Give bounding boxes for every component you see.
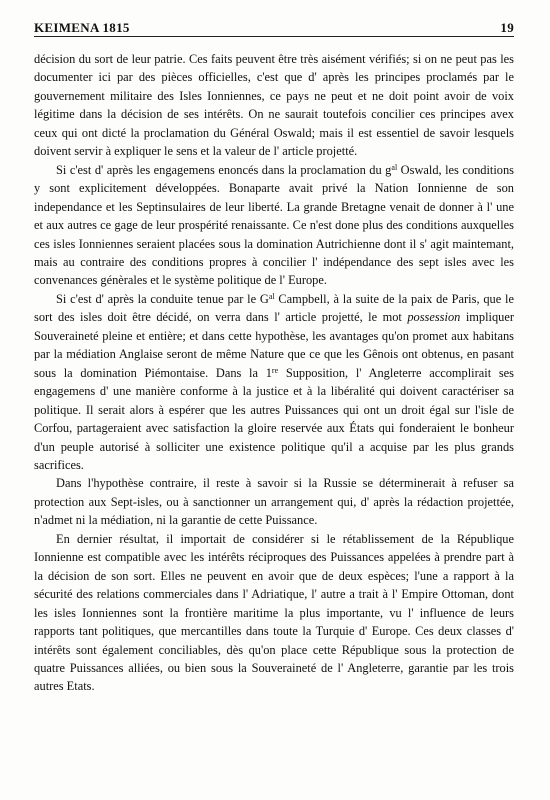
paragraph-1: décision du sort de leur patrie. Ces faits peuvent être très aisément vérifiés; si on ne peut pas les documenter ici par des pièces officielles, c'est que d' après les principes proclamés par le gouvernement militaire des Isles Ionniennes, ce pays ne peut et ne doit point avoir de voix légitime dans la décision de ses intérêts. On ne saurait toutefois concilier ces principes avex ceux qui ont dicté la proclamation du Général Oswald; mais il est essentiel de savoir lesquels doivent servir à expliquer le sens et la valeur de l' article projetté.	[34, 52, 514, 159]
paragraph-3: Si c'est d' après la conduite tenue par le $G^{al}$ Campbell, à la suite de la paix de Paris, que le sort des isles doit être décidé, on verra dans l' article projetté, le mot possession impliquer Souveraineté pleine et entière; et dans cette hypothèse, les avantages qu'on promet aux habitans par la médiation Anglaise seront de même Nature que ce que les Gênois ont obtenus, en pasant sous la domination Piémontaise. Dans la 1re Supposition, l' Angleterre accomplirait ses engagemens d' une manière conforme à la justice et à la libéralité qui doivent caractériser sa politique. Il serait alors à espérer que les autres Puissances qui ont un droit égal sur l'isle de Corfou, partageraient avec satisfaction la gloire reservée aux États qui fonderaient le bonheur d'un peuple autorisé à solliciter une existence politique qu'il a acquise par les plus grands sacrifices.	[34, 291, 514, 472]
paragraph-2: Si c'est d' après les engagemens enoncés dans la proclamation du $g^{al}$ Oswald, les conditions y sont explicitement développées. Bonaparte avait privé la Nation Ionnienne de son independance et les Septinsulaires de leur liberté. La grande Bretagne venait de donner à l' une et aux autres ce gage de leur prospérité renaissante. Ce n'est done plus des conditions auxquelles ces isles Ionniennes seraient placées sous la domination Autrichienne dont il s' agit maintemant, mais au contraire des conditions propres à concilier l' indépendance des sept isles avec les convenances génèrales et le système politique de l' Europe.	[34, 162, 515, 288]
body-text	[34, 50, 514, 696]
italic-term: possession	[407, 310, 461, 325]
running-header	[34, 14, 514, 36]
page-number: 19	[500, 20, 514, 35]
paragraph-4: Dans l'hypothèse contraire, il reste à savoir si la Russie se déterminerait à refuser sa protection aux Sept-isles, ou à sanctionner un arrangement qui, d' après la rédaction projettée, n'admet ni la médiation, ni la garantie de cette Puissance.	[34, 476, 514, 528]
paragraph-5: En dernier résultat, il importait de considérer si le rétablissement de la République Ionnienne est compatible avec les intérêts réciproques des Puissances appelées à prendre part à la décision de son sort. Elles ne peuvent en avoir que de deux espèces; l'une a rapport à la sécurité des relations commerciales dans l' Adriatique, l' autre a trait à l' Empire Ottoman, dont les isles Ionniennes sont la frontière maritime la plus importante, vu l' influence de leurs rapports tant politiques, que mercantilles dans toute la Turquie d' Europe. Ces deux classes d' intérêts sont également conciliables, dès qu'on place cette République sous la protection de quatre Puissances alliées, ou bien sous la Souveraineté de l' Angleterre, garantie par les trois autres Etats.	[34, 531, 514, 694]
superscript-abbrev: al	[268, 291, 275, 301]
superscript-ordinal: re	[271, 365, 279, 375]
running-title: KEIMENA 1815	[34, 20, 130, 35]
header-rule	[34, 36, 514, 37]
superscript-abbrev: al	[391, 162, 398, 172]
